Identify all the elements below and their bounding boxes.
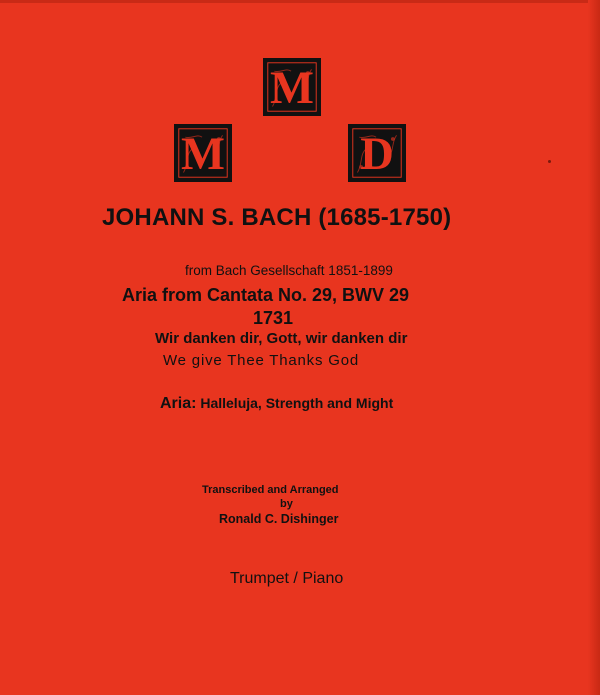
english-title: We give Thee Thanks God bbox=[163, 352, 360, 369]
logo-letter-d-right: D bbox=[360, 128, 394, 180]
source-line: from Bach Gesellschaft 1851-1899 bbox=[185, 263, 393, 278]
german-title: Wir danken dir, Gott, wir danken dir bbox=[155, 330, 408, 347]
logo-initial-d-right bbox=[348, 124, 406, 182]
arrangement-line: Transcribed and Arranged bbox=[202, 484, 339, 496]
instrumentation: Trumpet / Piano bbox=[230, 570, 344, 587]
work-year: 1731 bbox=[253, 308, 294, 328]
aria-line bbox=[160, 395, 393, 413]
logo-letter-m-top: M bbox=[270, 62, 314, 114]
cover-speck bbox=[548, 160, 551, 163]
cover-right-edge bbox=[588, 0, 600, 695]
aria-name: Halleluja, Strength and Might bbox=[196, 395, 394, 411]
arrangement-by: by bbox=[280, 498, 293, 510]
work-title: Aria from Cantata No. 29, BWV 29 bbox=[122, 285, 410, 305]
ornament-m-left-icon bbox=[176, 126, 230, 180]
cover-top-edge bbox=[0, 0, 600, 3]
logo-initial-m-left bbox=[174, 124, 232, 182]
logo-letter-m-left: M bbox=[181, 128, 225, 180]
aria-label: Aria: bbox=[160, 395, 197, 412]
logo-initial-m-top bbox=[263, 58, 321, 116]
ornament-m-top-icon bbox=[265, 60, 319, 114]
arranger-name: Ronald C. Dishinger bbox=[219, 512, 339, 526]
composer-heading: JOHANN S. BACH (1685-1750) bbox=[102, 204, 452, 231]
ornament-d-right-icon bbox=[350, 126, 404, 180]
